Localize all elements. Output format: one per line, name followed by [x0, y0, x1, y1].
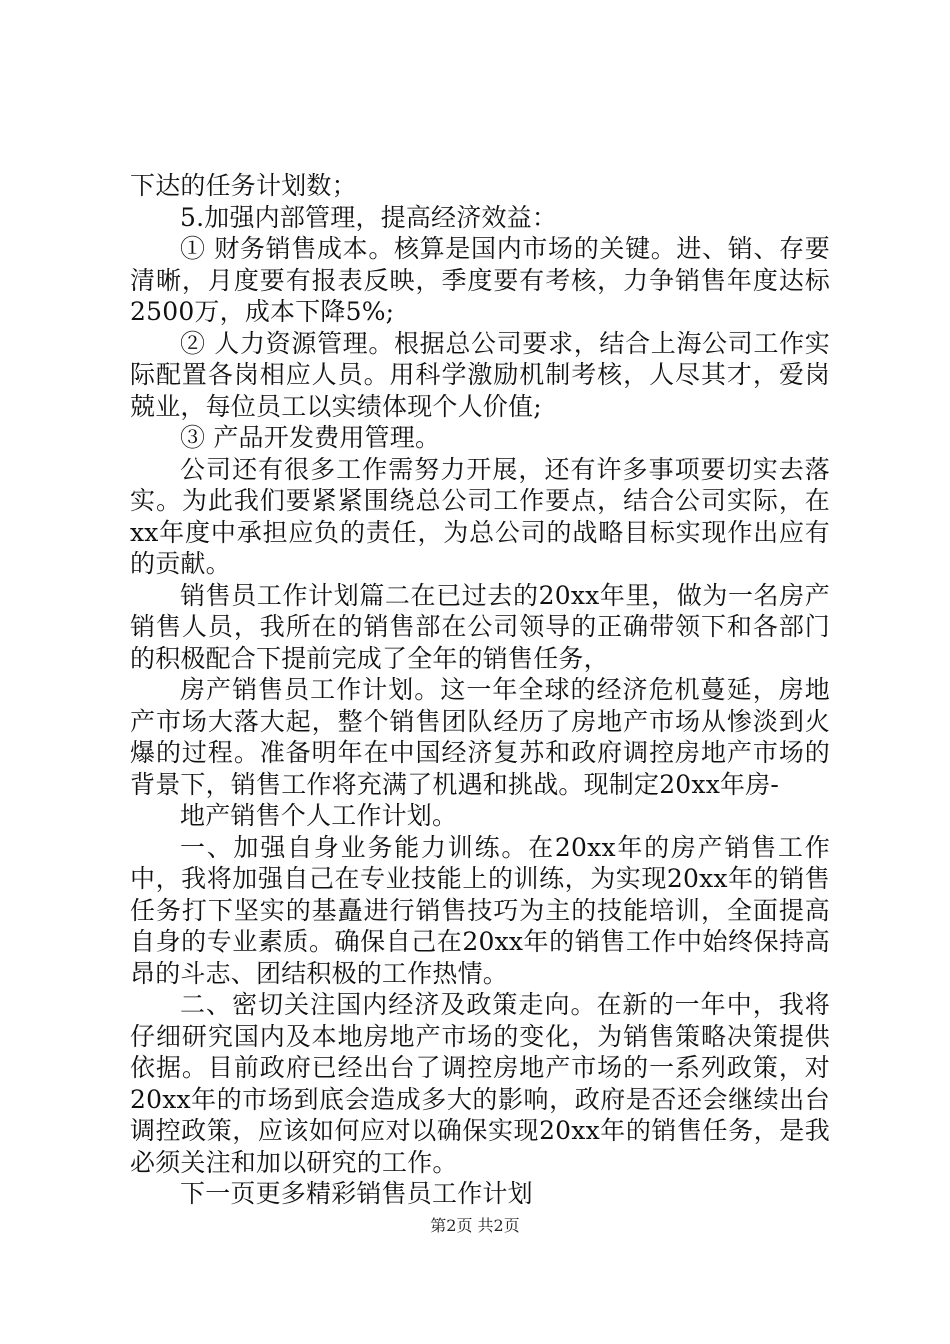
- document-body: [130, 170, 830, 1210]
- next-page-link-text: 下一页更多精彩销售员工作计划: [180, 1179, 533, 1208]
- paragraph: 一、加强自身业务能力训练。在20xx年的房产销售工作中，我将加强自己在专业技能上的训练，为实现20xx年的销售任务打下坚实的基矗进行销售技巧为主的技能培训，全面提高自身的专业素质。确保自己在20xx年的销售工作中始终保持高昂的斗志、团结积极的工作热情。: [130, 832, 830, 988]
- paragraph: 房产销售员工作计划。这一年全球的经济危机蔓延，房地产市场大落大起，整个销售团队经历了房地产市场从惨淡到火爆的过程。准备明年在中国经济复苏和政府调控房地产市场的背景下，销售工作将充满了机遇和挑战。现制定20xx年房-: [130, 675, 830, 799]
- paragraph: ② 人力资源管理。根据总公司要求，结合上海公司工作实际配置各岗相应人员。用科学激励机制考核，人尽其才，爱岗兢业，每位员工以实绩体现个人价值;: [130, 328, 830, 421]
- paragraph: 地产销售个人工作计划。: [180, 801, 458, 830]
- paragraph: ① 财务销售成本。核算是国内市场的关键。进、销、存要清晰，月度要有报表反映，季度要有考核，力争销售年度达标2500万，成本下降5%;: [130, 234, 830, 326]
- paragraph: 下达的任务计划数；: [130, 171, 357, 200]
- page-number-footer: 第2页 共2页: [430, 1216, 520, 1235]
- paragraph: 5.加强内部管理，提高经济效益：: [180, 202, 558, 232]
- paragraph: ③ 产品开发费用管理。: [180, 423, 441, 452]
- paragraph: 二、密切关注国内经济及政策走向。在新的一年中，我将仔细研究国内及本地房地产市场的变化，为销售策略决策提供依据。目前政府已经出台了调控房地产市场的一系列政策，对20xx年的市场到底会造成多大的影响，政府是否还会继续出台调控政策，应该如何应对以确保实现20xx年的销售任务，是我必须关注和加以研究的工作。: [130, 990, 830, 1177]
- paragraph: 销售员工作计划篇二在已过去的20xx年里，做为一名房产销售人员，我所在的销售部在公司领导的正确带领下和各部门的积极配合下提前完成了全年的销售任务，: [130, 580, 830, 673]
- paragraph: 公司还有很多工作需努力开展，还有许多事项要切实去落实。为此我们要紧紧围绕总公司工作要点，结合公司实际，在xx年度中承担应负的责任，为总公司的战略目标实现作出应有的贡献。: [130, 454, 830, 578]
